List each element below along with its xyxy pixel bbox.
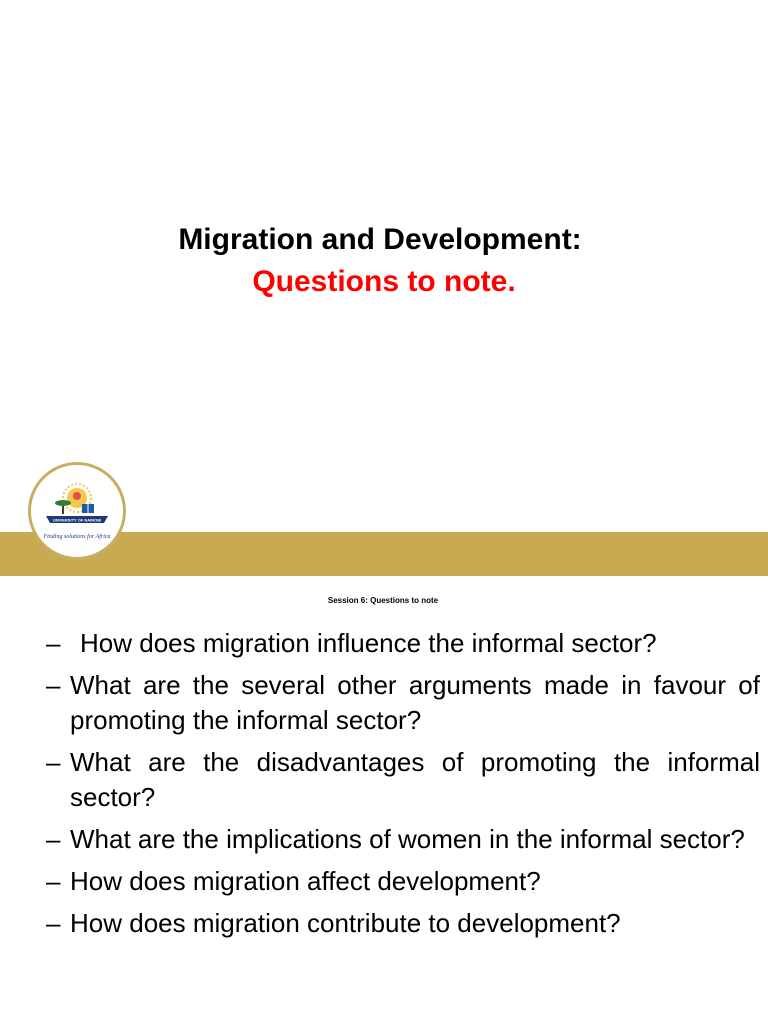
question-text: What are the disadvantages of promoting the informal sector? — [70, 747, 760, 812]
dash-bullet: – — [46, 824, 61, 854]
dash-bullet: – — [46, 670, 61, 700]
list-item — [46, 745, 760, 815]
dash-bullet: – — [46, 908, 61, 938]
session-caption: Session 6: Questions to note — [327, 596, 439, 605]
list-item — [46, 864, 760, 899]
logo-motto: Finding solutions for Africa — [43, 534, 111, 540]
question-text: How does migration affect development? — [70, 866, 541, 896]
list-item — [46, 626, 760, 661]
slide-subtitle: Questions to note. — [252, 265, 516, 298]
dash-bullet: – — [46, 866, 61, 896]
dash-bullet: – — [46, 747, 61, 777]
question-text: What are the several other arguments made in favour of promoting the informal sector? — [70, 670, 760, 735]
list-item — [46, 822, 760, 857]
list-item — [46, 668, 760, 738]
slide-title: Migration and Development: — [178, 223, 582, 256]
question-list — [46, 626, 760, 948]
university-logo — [34, 468, 120, 554]
question-text: How does migration contribute to development? — [70, 908, 621, 938]
question-text: How does migration influence the informal sector? — [80, 628, 657, 658]
question-text: What are the implications of women in the informal sector? — [70, 824, 745, 854]
banner-text: UNIVERSITY OF NAIROBI — [52, 517, 102, 523]
list-item — [46, 906, 760, 941]
dash-bullet: – — [46, 628, 61, 658]
